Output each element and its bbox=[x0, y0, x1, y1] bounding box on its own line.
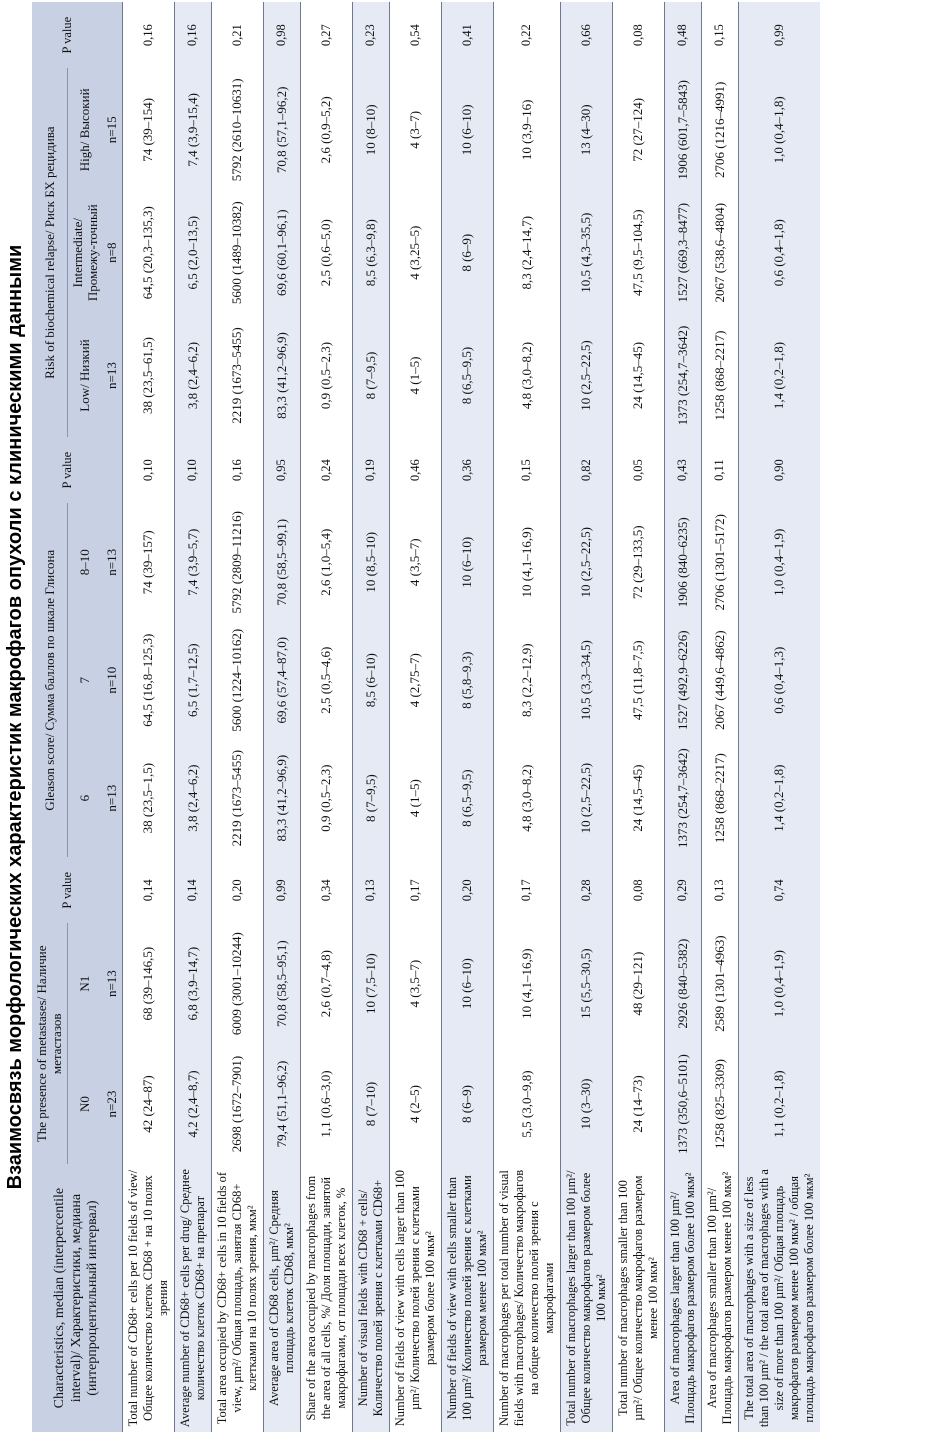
relapse-low-cell: 10 (2,5–22,5) bbox=[560, 314, 612, 437]
relapse-low-cell: 4 (1–5) bbox=[389, 314, 441, 437]
header-pvalue-gleason: P value bbox=[32, 437, 102, 503]
header-n1: N1 bbox=[67, 923, 102, 1043]
n0-cell: 5,5 (3,0–9,8) bbox=[493, 1044, 560, 1164]
gleason-7-cell: 2067 (449,6–4862) bbox=[701, 621, 738, 739]
n1-cell: 68 (39–146,5) bbox=[122, 923, 174, 1043]
gleason-7-cell: 2,5 (0,5–4,6) bbox=[300, 621, 352, 739]
relapse-high-cell: 10 (8–10) bbox=[352, 68, 389, 191]
gleason-6-cell: 1373 (254,7–3642) bbox=[664, 739, 701, 857]
relapse-intermediate-cell: 1527 (669,3–8477) bbox=[664, 191, 701, 314]
header-metastases: The presence of metastases/ Наличие метастазов bbox=[32, 923, 67, 1164]
table-body bbox=[122, 2, 820, 1432]
pvalue-gleason-cell: 0,16 bbox=[211, 437, 263, 503]
relapse-intermediate-cell: 2,5 (0,6–5,0) bbox=[300, 191, 352, 314]
pvalue-metastases-cell: 0,13 bbox=[701, 857, 738, 923]
gleason-7-cell: 8 (5,8–9,3) bbox=[441, 621, 493, 739]
pvalue-metastases-cell: 0,17 bbox=[389, 857, 441, 923]
gleason-7-cell: 5600 (1224–10162) bbox=[211, 621, 263, 739]
gleason-8-10-cell: 72 (29–133,5) bbox=[612, 503, 664, 621]
relapse-high-cell: 72 (27–124) bbox=[612, 68, 664, 191]
gleason-7-cell: 69,6 (57,4–87,0) bbox=[263, 621, 300, 739]
pvalue-metastases-cell: 0,29 bbox=[664, 857, 701, 923]
relapse-low-cell: 8 (6,5–9,5) bbox=[441, 314, 493, 437]
gleason-6-cell: 38 (23,5–1,5) bbox=[122, 739, 174, 857]
gleason-7-cell: 64,5 (16,8–125,3) bbox=[122, 621, 174, 739]
gleason-7-cell: 6,5 (1,7–12,5) bbox=[174, 621, 211, 739]
table-row bbox=[738, 2, 820, 1432]
pvalue-gleason-cell: 0,15 bbox=[493, 437, 560, 503]
n1-cell: 48 (29–121) bbox=[612, 923, 664, 1043]
header-n1-count: n=13 bbox=[102, 923, 122, 1043]
pvalue-gleason-cell: 0,36 bbox=[441, 437, 493, 503]
n1-cell: 70,8 (58,5–95,1) bbox=[263, 923, 300, 1043]
n0-cell: 2698 (1672–7901) bbox=[211, 1044, 263, 1164]
pvalue-metastases-cell: 0,08 bbox=[612, 857, 664, 923]
table-row bbox=[560, 2, 612, 1432]
gleason-6-cell: 2219 (1673–5455) bbox=[211, 739, 263, 857]
n0-cell: 42 (24–87) bbox=[122, 1044, 174, 1164]
relapse-high-cell: 10 (6–10) bbox=[441, 68, 493, 191]
pvalue-gleason-cell: 0,90 bbox=[738, 437, 820, 503]
relapse-intermediate-cell: 0,6 (0,4–1,8) bbox=[738, 191, 820, 314]
characteristic-cell: Total number of CD68+ cells per 10 fields of view/ Общее количество клеток CD68 + на 10 полях зрения bbox=[122, 1164, 174, 1432]
n1-cell: 2589 (1301–4963) bbox=[701, 923, 738, 1043]
pvalue-gleason-cell: 0,19 bbox=[352, 437, 389, 503]
n0-cell: 1,1 (0,2–1,8) bbox=[738, 1044, 820, 1164]
relapse-low-cell: 1373 (254,7–3642) bbox=[664, 314, 701, 437]
n0-cell: 10 (3–30) bbox=[560, 1044, 612, 1164]
relapse-high-cell: 10 (3,9–16) bbox=[493, 68, 560, 191]
relapse-intermediate-cell: 2067 (538,6–4804) bbox=[701, 191, 738, 314]
characteristic-cell: Average number of CD68+ cells per drug/ Среднее количество клеток CD68+ на препарат bbox=[174, 1164, 211, 1432]
table-row bbox=[300, 2, 352, 1432]
table-row bbox=[612, 2, 664, 1432]
characteristic-cell: The total area of macrophages with a size of less than 100 µm² / the total area of macrophages with a size of more than 100 µm²/ Общая площадь макрофагов размером менее 100 мкм² / общая площадь макрофагов размером более 100 мкм² bbox=[738, 1164, 820, 1432]
gleason-8-10-cell: 74 (39–157) bbox=[122, 503, 174, 621]
pvalue-relapse-cell: 0,08 bbox=[612, 2, 664, 68]
relapse-intermediate-cell: 8 (6–9) bbox=[441, 191, 493, 314]
relapse-high-cell: 4 (3–7) bbox=[389, 68, 441, 191]
header-pvalue-gleason-blank bbox=[102, 437, 122, 503]
gleason-7-cell: 4 (2,75–7) bbox=[389, 621, 441, 739]
header-pvalue-relapse-blank bbox=[102, 2, 122, 68]
gleason-8-10-cell: 10 (6–10) bbox=[441, 503, 493, 621]
n0-cell: 8 (7–10) bbox=[352, 1044, 389, 1164]
table-header bbox=[32, 2, 122, 1432]
relapse-low-cell: 4,8 (3,0–8,2) bbox=[493, 314, 560, 437]
pvalue-metastases-cell: 0,20 bbox=[211, 857, 263, 923]
table-row bbox=[664, 2, 701, 1432]
characteristic-cell: Area of macrophages smaller than 100 µm²/ Площадь макрофагов размером менее 100 мкм² bbox=[701, 1164, 738, 1432]
n0-cell: 1258 (825–3309) bbox=[701, 1044, 738, 1164]
header-gleason-7-count: n=10 bbox=[102, 621, 122, 739]
relapse-intermediate-cell: 4 (3,25–5) bbox=[389, 191, 441, 314]
gleason-6-cell: 0,9 (0,5–2,3) bbox=[300, 739, 352, 857]
pvalue-relapse-cell: 0,21 bbox=[211, 2, 263, 68]
relapse-high-cell: 1906 (601,7–5843) bbox=[664, 68, 701, 191]
n1-cell: 1,0 (0,4–1,9) bbox=[738, 923, 820, 1043]
relapse-low-cell: 0,9 (0,5–2,3) bbox=[300, 314, 352, 437]
table-row bbox=[352, 2, 389, 1432]
relapse-intermediate-cell: 64,5 (20,3–135,3) bbox=[122, 191, 174, 314]
gleason-6-cell: 4 (1–5) bbox=[389, 739, 441, 857]
characteristic-cell: Number of fields of view with cells smaller than 100 µm²/ Количество полей зрения с клетками размером менее 100 мкм² bbox=[441, 1164, 493, 1432]
gleason-8-10-cell: 2706 (1301–5172) bbox=[701, 503, 738, 621]
characteristic-cell: Number of macrophages per total number of visual fields with macrophages/ Количество макрофагов на общее количество полей зрения с макрофагами bbox=[493, 1164, 560, 1432]
characteristic-cell: Total number of macrophages smaller than 100 µm²/ Общее количество макрофагов размером менее 100 мкм² bbox=[612, 1164, 664, 1432]
gleason-8-10-cell: 1906 (840–6235) bbox=[664, 503, 701, 621]
n0-cell: 1,1 (0,6–3,0) bbox=[300, 1044, 352, 1164]
characteristic-cell: Total area occupied by CD68+ cells in 10 fields of view, µm²/ Общая площадь, занятая CD68+ клетками на 10 полях зрения, мкм² bbox=[211, 1164, 263, 1432]
n1-cell: 10 (7,5–10) bbox=[352, 923, 389, 1043]
n1-cell: 10 (6–10) bbox=[441, 923, 493, 1043]
data-table bbox=[32, 2, 820, 1432]
pvalue-gleason-cell: 0,43 bbox=[664, 437, 701, 503]
relapse-high-cell: 70,8 (57,1–96,2) bbox=[263, 68, 300, 191]
gleason-7-cell: 8,5 (6–10) bbox=[352, 621, 389, 739]
pvalue-metastases-cell: 0,74 bbox=[738, 857, 820, 923]
gleason-8-10-cell: 10 (2,5–22,5) bbox=[560, 503, 612, 621]
pvalue-relapse-cell: 0,23 bbox=[352, 2, 389, 68]
n1-cell: 2,6 (0,7–4,8) bbox=[300, 923, 352, 1043]
relapse-high-cell: 2,6 (0,9–5,2) bbox=[300, 68, 352, 191]
relapse-high-cell: 1,0 (0,4–1,8) bbox=[738, 68, 820, 191]
relapse-low-cell: 1,4 (0,2–1,8) bbox=[738, 314, 820, 437]
header-relapse: Risk of biochemical relapse/ Риск БХ рецидива bbox=[32, 68, 67, 437]
pvalue-metastases-cell: 0,20 bbox=[441, 857, 493, 923]
header-relapse-low-count: n=13 bbox=[102, 314, 122, 437]
gleason-8-10-cell: 10 (4,1–16,9) bbox=[493, 503, 560, 621]
header-n0: N0 bbox=[67, 1044, 102, 1164]
header-relapse-high: High/ Высокий bbox=[67, 68, 102, 191]
gleason-8-10-cell: 7,4 (3,9–5,7) bbox=[174, 503, 211, 621]
pvalue-relapse-cell: 0,41 bbox=[441, 2, 493, 68]
table-row bbox=[701, 2, 738, 1432]
header-gleason-6-count: n=13 bbox=[102, 739, 122, 857]
pvalue-relapse-cell: 0,16 bbox=[122, 2, 174, 68]
gleason-8-10-cell: 70,8 (58,5–99,1) bbox=[263, 503, 300, 621]
header-pvalue-metastases-blank bbox=[102, 857, 122, 923]
gleason-6-cell: 8 (6,5–9,5) bbox=[441, 739, 493, 857]
pvalue-relapse-cell: 0,66 bbox=[560, 2, 612, 68]
relapse-intermediate-cell: 8,5 (6,3–9,8) bbox=[352, 191, 389, 314]
pvalue-gleason-cell: 0,05 bbox=[612, 437, 664, 503]
relapse-low-cell: 24 (14,5–45) bbox=[612, 314, 664, 437]
pvalue-relapse-cell: 0,16 bbox=[174, 2, 211, 68]
relapse-high-cell: 74 (39–154) bbox=[122, 68, 174, 191]
characteristic-cell: Average area of CD68 cells, µm²/ Средняя площадь клеток CD68, мкм² bbox=[263, 1164, 300, 1432]
n0-cell: 4,2 (2,4–8,7) bbox=[174, 1044, 211, 1164]
characteristic-cell: Number of visual fields with CD68 + cells/ Количество полей зрения с клетками CD68+ bbox=[352, 1164, 389, 1432]
relapse-low-cell: 3,8 (2,4–6,2) bbox=[174, 314, 211, 437]
pvalue-relapse-cell: 0,54 bbox=[389, 2, 441, 68]
header-relapse-low: Low/ Низкий bbox=[67, 314, 102, 437]
table-row bbox=[174, 2, 211, 1432]
relapse-high-cell: 7,4 (3,9–15,4) bbox=[174, 68, 211, 191]
page-title: Взаимосвязь морфологических характеристик макрофагов опухоли с клиническими данными bbox=[4, 244, 26, 1190]
table-row bbox=[263, 2, 300, 1432]
characteristic-cell: Area of macrophages larger than 100 µm²/ Площадь макрофагов размером более 100 мкм² bbox=[664, 1164, 701, 1432]
pvalue-relapse-cell: 0,22 bbox=[493, 2, 560, 68]
gleason-8-10-cell: 10 (8,5–10) bbox=[352, 503, 389, 621]
pvalue-metastases-cell: 0,17 bbox=[493, 857, 560, 923]
pvalue-relapse-cell: 0,99 bbox=[738, 2, 820, 68]
n1-cell: 6009 (3001–10244) bbox=[211, 923, 263, 1043]
pvalue-relapse-cell: 0,48 bbox=[664, 2, 701, 68]
gleason-8-10-cell: 2,6 (1,0–5,4) bbox=[300, 503, 352, 621]
relapse-high-cell: 5792 (2610–10631) bbox=[211, 68, 263, 191]
relapse-high-cell: 2706 (1216–4991) bbox=[701, 68, 738, 191]
n1-cell: 10 (4,1–16,9) bbox=[493, 923, 560, 1043]
gleason-6-cell: 24 (14,5–45) bbox=[612, 739, 664, 857]
pvalue-gleason-cell: 0,11 bbox=[701, 437, 738, 503]
pvalue-metastases-cell: 0,99 bbox=[263, 857, 300, 923]
pvalue-metastases-cell: 0,14 bbox=[174, 857, 211, 923]
pvalue-gleason-cell: 0,10 bbox=[122, 437, 174, 503]
gleason-8-10-cell: 4 (3,5–7) bbox=[389, 503, 441, 621]
n1-cell: 4 (3,5–7) bbox=[389, 923, 441, 1043]
table-row bbox=[211, 2, 263, 1432]
gleason-8-10-cell: 1,0 (0,4–1,9) bbox=[738, 503, 820, 621]
gleason-6-cell: 10 (2,5–22,5) bbox=[560, 739, 612, 857]
n0-cell: 4 (2–5) bbox=[389, 1044, 441, 1164]
relapse-low-cell: 1258 (868–2217) bbox=[701, 314, 738, 437]
n0-cell: 24 (14–73) bbox=[612, 1044, 664, 1164]
gleason-7-cell: 1527 (492,9–6226) bbox=[664, 621, 701, 739]
table-row bbox=[389, 2, 441, 1432]
pvalue-gleason-cell: 0,82 bbox=[560, 437, 612, 503]
pvalue-relapse-cell: 0,15 bbox=[701, 2, 738, 68]
n1-cell: 2926 (840–5382) bbox=[664, 923, 701, 1043]
header-characteristics: Characteristics, median (interpercentile interval)/ Характеристики, медиана (интерпроцентильный интервал) bbox=[32, 1164, 122, 1432]
n0-cell: 79,4 (51,1–96,2) bbox=[263, 1044, 300, 1164]
table-row bbox=[441, 2, 493, 1432]
relapse-intermediate-cell: 69,6 (60,1–96,1) bbox=[263, 191, 300, 314]
gleason-7-cell: 10,5 (3,3–34,5) bbox=[560, 621, 612, 739]
relapse-intermediate-cell: 6,5 (2,0–13,5) bbox=[174, 191, 211, 314]
gleason-6-cell: 1,4 (0,2–1,8) bbox=[738, 739, 820, 857]
header-pvalue-relapse: P value bbox=[32, 2, 102, 68]
relapse-low-cell: 83,3 (41,2–96,9) bbox=[263, 314, 300, 437]
relapse-intermediate-cell: 5600 (1489–10382) bbox=[211, 191, 263, 314]
header-pvalue-metastases: P value bbox=[32, 857, 102, 923]
table-row bbox=[122, 2, 174, 1432]
pvalue-gleason-cell: 0,46 bbox=[389, 437, 441, 503]
pvalue-gleason-cell: 0,95 bbox=[263, 437, 300, 503]
n1-cell: 6,8 (3,9–14,7) bbox=[174, 923, 211, 1043]
gleason-6-cell: 1258 (868–2217) bbox=[701, 739, 738, 857]
table-row bbox=[493, 2, 560, 1432]
pvalue-gleason-cell: 0,24 bbox=[300, 437, 352, 503]
header-n0-count: n=23 bbox=[102, 1044, 122, 1164]
n1-cell: 15 (5,5–30,5) bbox=[560, 923, 612, 1043]
characteristic-cell: Share of the area occupied by macrophages from the area of all cells, %/ Доля площади, занятой макрофагами, от площади всех клеток, % bbox=[300, 1164, 352, 1432]
table-container bbox=[32, 2, 932, 1432]
gleason-6-cell: 4,8 (3,0–8,2) bbox=[493, 739, 560, 857]
header-relapse-high-count: n=15 bbox=[102, 68, 122, 191]
gleason-7-cell: 8,3 (2,2–12,9) bbox=[493, 621, 560, 739]
pvalue-gleason-cell: 0,10 bbox=[174, 437, 211, 503]
header-relapse-intermediate: Intermediate/ Промежу-точный bbox=[67, 191, 102, 314]
pvalue-relapse-cell: 0,98 bbox=[263, 2, 300, 68]
relapse-low-cell: 8 (7–9,5) bbox=[352, 314, 389, 437]
pvalue-relapse-cell: 0,27 bbox=[300, 2, 352, 68]
gleason-6-cell: 3,8 (2,4–6,2) bbox=[174, 739, 211, 857]
relapse-low-cell: 38 (23,5–61,5) bbox=[122, 314, 174, 437]
pvalue-metastases-cell: 0,28 bbox=[560, 857, 612, 923]
relapse-intermediate-cell: 47,5 (9,5–104,5) bbox=[612, 191, 664, 314]
relapse-high-cell: 13 (4–30) bbox=[560, 68, 612, 191]
gleason-7-cell: 0,6 (0,4–1,3) bbox=[738, 621, 820, 739]
gleason-6-cell: 83,3 (41,2–96,9) bbox=[263, 739, 300, 857]
header-gleason-6: 6 bbox=[67, 739, 102, 857]
relapse-intermediate-cell: 10,5 (4,3–35,5) bbox=[560, 191, 612, 314]
n0-cell: 1373 (350,6–5101) bbox=[664, 1044, 701, 1164]
header-gleason: Gleason score/ Сумма баллов по шкале Глисона bbox=[32, 503, 67, 857]
header-gleason-8-10-count: n=13 bbox=[102, 503, 122, 621]
relapse-low-cell: 2219 (1673–5455) bbox=[211, 314, 263, 437]
relapse-intermediate-cell: 8,3 (2,4–14,7) bbox=[493, 191, 560, 314]
pvalue-metastases-cell: 0,14 bbox=[122, 857, 174, 923]
gleason-7-cell: 47,5 (11,8–7,5) bbox=[612, 621, 664, 739]
characteristic-cell: Total number of macrophages larger than 100 µm²/ Общее количество макрофагов размером более 100 мкм² bbox=[560, 1164, 612, 1432]
header-gleason-8-10: 8–10 bbox=[67, 503, 102, 621]
gleason-6-cell: 8 (7–9,5) bbox=[352, 739, 389, 857]
header-gleason-7: 7 bbox=[67, 621, 102, 739]
header-relapse-intermediate-count: n=8 bbox=[102, 191, 122, 314]
pvalue-metastases-cell: 0,13 bbox=[352, 857, 389, 923]
pvalue-metastases-cell: 0,34 bbox=[300, 857, 352, 923]
gleason-8-10-cell: 5792 (2809–11216) bbox=[211, 503, 263, 621]
n0-cell: 8 (6–9) bbox=[441, 1044, 493, 1164]
characteristic-cell: Number of fields of view with cells larger than 100 µm²/ Количество полей зрения с клетками размером более 100 мкм² bbox=[389, 1164, 441, 1432]
